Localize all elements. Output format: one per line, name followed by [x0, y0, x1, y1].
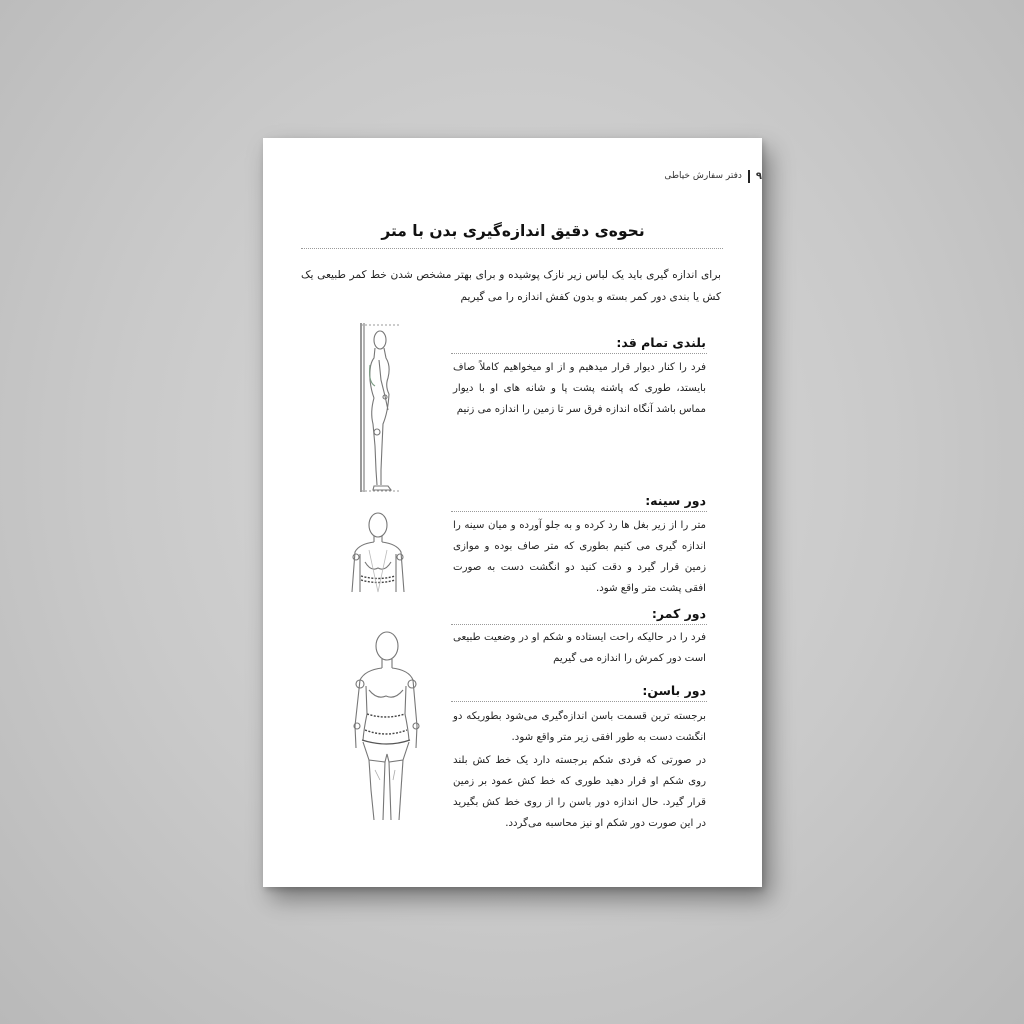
intro-paragraph: برای اندازه گیری باید یک لباس زیر نازک پوشیده و برای بهتر مشخص شدن خط کمر طبیعی یک کش یا بندی دور کمر بسته و بدون کفش اندازه را می گیریم [301, 269, 721, 303]
hip-section-text-2: در صورتی که فردی شکم برجسته دارد یک خط کش بلند روی شکم او قرار دهید طوری که خط کش عمود بر زمین قرار گیرد. حال اندازه دور باسن را از روی خط کش بگیرید در این صورت دور شکم او نیز محاسبه می‌گردد. [453, 755, 706, 829]
chest-divider [451, 511, 707, 512]
height-section-text: فرد را کنار دیوار قرار میدهیم و از او میخواهیم کاملاً صاف بایستد، طوری که پاشنه پشت پا و شانه های او با دیوار مماس باشد آنگاه اندازه فرق سر تا زمین را اندازه می زنیم [453, 362, 706, 415]
waist-divider [451, 624, 707, 625]
height-measure-figure [355, 320, 415, 495]
height-divider [451, 353, 707, 354]
page-title: نحوه‌ی دقیق اندازه‌گیری بدن با متر [381, 222, 645, 240]
hip-section-title: دور باسن: [642, 683, 706, 698]
height-section-title: بلندی تمام قد: [616, 335, 706, 350]
waist-hip-measure-figure [347, 630, 425, 824]
book-title: دفتر سفارش خیاطی [664, 171, 742, 181]
book-page [263, 138, 762, 887]
chest-section-title: دور سینه: [645, 493, 706, 508]
title-divider [301, 248, 723, 249]
chest-measure-figure [347, 510, 409, 594]
waist-section-text: فرد را در حالیکه راحت ایستاده و شکم او در وضعیت طبیعی است دور کمرش را اندازه می گیریم [453, 632, 706, 664]
hip-section-text-1: برجسته ترین قسمت باسن اندازه‌گیری می‌شود بطوریکه دو انگشت دست به طور افقی زیر متر واقع شود. [453, 711, 706, 743]
header-divider [748, 170, 750, 183]
waist-section-title: دور کمر: [651, 606, 706, 621]
hip-divider [451, 701, 707, 702]
running-header [602, 169, 762, 183]
page-number: ۹ [755, 170, 762, 182]
chest-section-text: متر را از زیر بغل ها رد کرده و به جلو آورده و میان سینه را اندازه گیری می کنیم بطوری که متر صاف بوده و موازی زمین قرار گیرد و دقت کنید دو انگشت دست به صورت افقی پشت متر واقع شود. [453, 520, 706, 594]
